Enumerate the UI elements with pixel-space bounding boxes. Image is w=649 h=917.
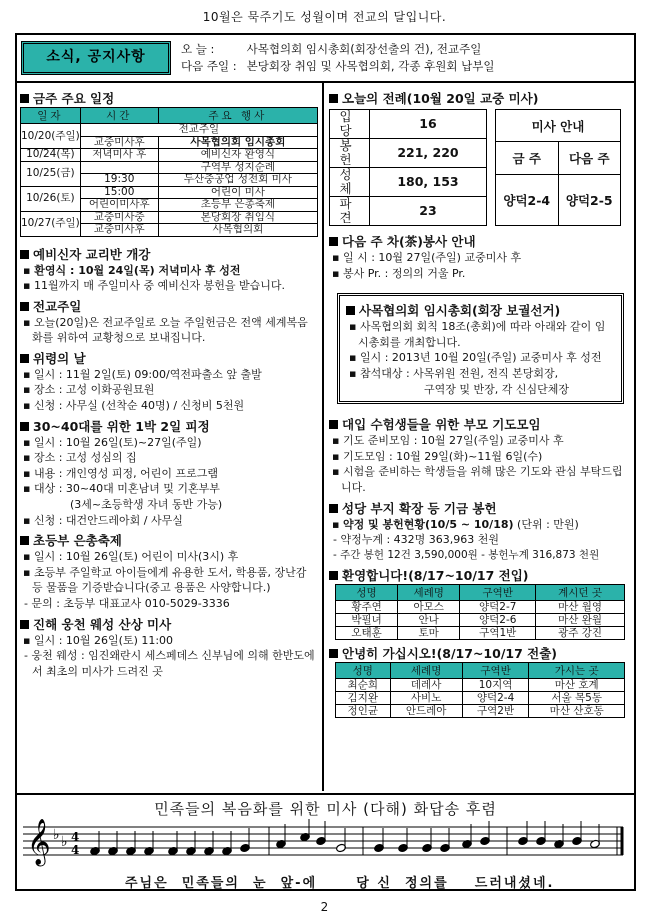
retreat-line-4b: (3세~초등학생 자녀 동반 가능) <box>70 498 223 512</box>
cell: 토마 <box>398 627 460 640</box>
column-divider <box>322 83 324 791</box>
schedule-header-row <box>21 108 318 124</box>
schedule-header-event: 주요 행사 <box>158 108 317 124</box>
table-row <box>336 679 625 692</box>
bulletin-frame <box>15 33 636 891</box>
meeting-line-1: ▪ 사목협의회 회칙 18조(총회)에 따라 아래와 같이 임시총회를 개최합니다. <box>349 320 606 349</box>
schedule-date: 10/24(목) <box>21 149 81 162</box>
table-row <box>496 174 621 225</box>
table-row <box>21 211 318 224</box>
square-bullet-icon <box>329 94 338 103</box>
music-staff-icon <box>23 819 628 871</box>
exam-heading: 대입 수험생들을 위한 부모 기도모임 <box>329 416 632 433</box>
notice-badge: 소식, 공지사항 <box>21 41 171 75</box>
liturgy-heading: 오늘의 전례(10월 20일 교중 미사) <box>329 90 632 107</box>
mass-guide-table <box>495 109 621 226</box>
table-row <box>336 601 625 614</box>
notice-today-label: 오 늘 : <box>181 42 215 56</box>
meeting-line-3b: 구역장 및 반장, 각 신심단체장 <box>424 382 569 396</box>
table-row <box>336 614 625 627</box>
table-row <box>330 110 487 139</box>
svg-text:4: 4 <box>71 843 80 857</box>
cell: 양덕2-7 <box>460 601 536 614</box>
festival-line-1: ▪ 일시 : 10월 26일(토) 어린이 미사(3시) 후 <box>23 550 239 564</box>
catechumen-line-2: ▪ 11월까지 매 주일미사 중 예비신자 봉헌을 받습니다. <box>23 279 285 293</box>
square-bullet-icon <box>20 422 29 431</box>
table-row <box>496 110 621 142</box>
memorial-line-3: ▪ 신청 : 사무실 (선착순 40명) / 신청비 5천원 <box>23 399 245 413</box>
psalm-refrain-section <box>17 793 634 889</box>
cell: 데레사 <box>390 679 462 692</box>
schedule-time: 교중미사후 <box>80 224 158 237</box>
schedule-event: 사목협의회 임시총회 <box>158 136 317 149</box>
welcome-header: 구역반 <box>460 585 536 601</box>
retreat-line-1: ▪ 일시 : 10월 26일(토)~27일(주일) <box>23 435 202 449</box>
table-row <box>330 197 487 226</box>
memorial-heading: 위령의 날 <box>20 350 318 367</box>
schedule-event: 어린이 미사 <box>158 186 317 199</box>
schedule-header-time: 시간 <box>80 108 158 124</box>
psalm-refrain-title: 민족들의 복음화를 위한 미사 (다해) 화답송 후렴 <box>154 800 497 818</box>
schedule-header-date: 일자 <box>21 108 81 124</box>
schedule-time: 교중미사중 <box>80 211 158 224</box>
liturgy-value: 23 <box>370 197 487 226</box>
schedule-event: 사목협의회 <box>158 224 317 237</box>
meeting-heading: 사목협의회 임시총회(회장 보궐선거) <box>346 302 615 319</box>
schedule-event: 예비신자 환영식 <box>158 149 317 162</box>
schedule-heading: 금주 주요 일정 <box>20 90 318 107</box>
table-row <box>21 186 318 199</box>
mass-guide-title: 미사 안내 <box>496 110 621 142</box>
table-row <box>336 692 625 705</box>
cell: 김지완 <box>336 692 391 705</box>
square-bullet-icon <box>329 571 338 580</box>
fund-line-2: - 약정누계 : 432명 363,963 천원 <box>333 533 500 547</box>
mass-header-this-week: 금 주 <box>496 142 559 174</box>
left-column <box>20 86 318 679</box>
welcome-header: 계시던 곳 <box>536 585 625 601</box>
schedule-time <box>80 161 158 174</box>
mass-header-next-week: 다음 주 <box>558 142 621 174</box>
right-column <box>329 86 632 718</box>
schedule-event: 본당회장 취임식 <box>158 211 317 224</box>
table-row <box>496 142 621 174</box>
welcome-header: 성명 <box>336 585 398 601</box>
mountain-line-2: - 웅천 웨성 : 임진왜란시 세스페데스 신부님에 의해 한반도에서 최초의 미사가 드려진 곳 <box>24 649 315 678</box>
cell: 정인균 <box>336 705 391 718</box>
square-bullet-icon <box>20 620 29 629</box>
schedule-time: 15:00 <box>80 186 158 199</box>
square-bullet-icon <box>329 504 338 513</box>
fund-line-3: - 주간 봉헌 12건 3,590,000원 - 봉헌누계 316,873 천원 <box>333 548 600 561</box>
square-bullet-icon <box>20 354 29 363</box>
meeting-line-2: ▪ 일시 : 2013년 10월 20일(주일) 교중미사 후 성전 <box>349 351 602 365</box>
schedule-time: 교중미사후 <box>80 136 158 149</box>
fund-line-1: ▪ 약정 및 봉헌현황(10/5 ~ 10/18) (단위 : 만원) <box>332 517 579 531</box>
square-bullet-icon <box>329 420 338 429</box>
psalm-refrain-lyrics: 주님은 민족들의 눈 앞-에 당 신 정의를 드러내셨네. <box>125 876 555 891</box>
page-top-banner: 10월은 묵주기도 성월이며 전교의 달입니다. <box>202 10 447 24</box>
retreat-line-4: ▪ 대상 : 30~40대 미혼남녀 및 기혼부부 <box>23 482 220 496</box>
table-row <box>21 149 318 162</box>
notice-today-text: 사목협의회 임시총회(회장선출의 건), 전교주일 <box>246 42 482 56</box>
cell: 안나 <box>398 614 460 627</box>
table-row <box>336 705 625 718</box>
schedule-table <box>20 107 318 237</box>
festival-line-2: ▪ 초등부 주일학교 아이들에게 유용한 도서, 학용품, 장난감 등 물품을 기증받습니다(중고 용품은 사양합니다.) <box>23 565 307 595</box>
cell: 아모스 <box>398 601 460 614</box>
table-row <box>330 168 487 197</box>
liturgy-table <box>329 109 487 226</box>
liturgy-key: 봉헌 <box>330 139 370 168</box>
festival-line-3: - 문의 : 초등부 대표교사 010-5029-3336 <box>24 597 230 610</box>
mission-heading: 전교주일 <box>20 298 318 315</box>
notice-next-text: 본당회장 취임 및 사목협의회, 각종 후원회 납부일 <box>246 59 495 73</box>
liturgy-value: 180, 153 <box>370 168 487 197</box>
cell: 양덕2-4 <box>462 692 529 705</box>
liturgy-key: 입당 <box>330 110 370 139</box>
meeting-line-3: ▪ 참석대상 : 사목위원 전원, 전직 본당회장, <box>349 366 559 380</box>
cell: 마산 산호동 <box>529 705 625 718</box>
notice-next-label: 다음 주일 : <box>181 59 237 73</box>
mission-line-1: ▪ 오늘(20일)은 전교주일로 오늘 주일헌금은 전액 세계복음화를 위하여 교황청으로 보내집니다. <box>23 315 308 345</box>
welcome-header-row <box>336 585 625 601</box>
table-row <box>336 627 625 640</box>
cell: 구역2반 <box>462 705 529 718</box>
catechumen-heading: 예비신자 교리반 개강 <box>20 246 318 263</box>
exam-line-1: ▪ 기도 준비모임 : 10월 27일(주일) 교중미사 후 <box>332 434 564 448</box>
mountain-line-1: ▪ 일시 : 10월 26일(토) 11:00 <box>23 633 174 647</box>
tea-heading: 다음 주 차(茶)봉사 안내 <box>329 233 632 250</box>
schedule-time: 19:30 <box>80 174 158 187</box>
farewell-heading: 안녕히 가십시오!(8/17~10/17 전출) <box>329 645 632 662</box>
festival-heading: 초등부 은총축제 <box>20 532 318 549</box>
memorial-line-2: ▪ 장소 : 고성 이화공원묘원 <box>23 383 155 397</box>
cell: 양덕2-6 <box>460 614 536 627</box>
schedule-date: 10/26(토) <box>21 186 81 211</box>
farewell-header: 성명 <box>336 663 391 679</box>
table-row <box>330 139 487 168</box>
cell: 마산 완월 <box>536 614 625 627</box>
cell: 광주 강진 <box>536 627 625 640</box>
mass-this-week-value: 양덕2-4 <box>496 174 559 225</box>
welcome-header: 세례명 <box>398 585 460 601</box>
farewell-header: 구역반 <box>462 663 529 679</box>
farewell-header: 세례명 <box>390 663 462 679</box>
mass-next-week-value: 양덕2-5 <box>558 174 621 225</box>
svg-text:𝄞: 𝄞 <box>27 819 51 865</box>
schedule-event: 구역부 성지순례 <box>158 161 317 174</box>
table-row <box>21 124 318 137</box>
liturgy-value: 221, 220 <box>370 139 487 168</box>
square-bullet-icon <box>20 302 29 311</box>
tea-line-2: ▪ 봉사 Pr. : 정의의 거울 Pr. <box>332 266 466 280</box>
cell: 구역1반 <box>460 627 536 640</box>
cell: 사비노 <box>390 692 462 705</box>
square-bullet-icon <box>20 536 29 545</box>
catechumen-line-1: ▪ 환영식 : 10월 24일(목) 저녁미사 후 성전 <box>23 263 241 277</box>
schedule-event: 전교주일 <box>80 124 317 137</box>
schedule-date: 10/20(주일) <box>21 124 81 149</box>
retreat-line-3: ▪ 내용 : 개인영성 피정, 어린이 프로그램 <box>23 466 219 480</box>
welcome-table <box>335 584 625 640</box>
farewell-header-row <box>336 663 625 679</box>
schedule-date: 10/25(금) <box>21 161 81 186</box>
cell: 오태훈 <box>336 627 398 640</box>
square-bullet-icon <box>20 250 29 259</box>
retreat-line-5: ▪ 신청 : 대건안드레아회 / 사무실 <box>23 513 183 527</box>
schedule-time: 저녁미사 후 <box>80 149 158 162</box>
square-bullet-icon <box>20 94 29 103</box>
memorial-line-1: ▪ 일시 : 11월 2일(토) 09:00/역전파출소 앞 출발 <box>23 367 262 381</box>
cell: 안드레아 <box>390 705 462 718</box>
schedule-event: 초등부 은총축제 <box>158 199 317 212</box>
liturgy-key: 파견 <box>330 197 370 226</box>
svg-text:♭: ♭ <box>53 827 60 843</box>
farewell-table <box>335 662 625 718</box>
meeting-box <box>337 293 624 404</box>
liturgy-value: 16 <box>370 110 487 139</box>
mountain-mass-heading: 진해 웅천 웨성 산상 미사 <box>20 616 318 633</box>
table-row <box>21 161 318 174</box>
cell: 10지역 <box>462 679 529 692</box>
tea-line-1: ▪ 일 시 : 10월 27일(주일) 교중미사 후 <box>332 251 522 264</box>
square-bullet-icon <box>329 649 338 658</box>
cell: 마산 월영 <box>536 601 625 614</box>
farewell-header: 가시는 곳 <box>529 663 625 679</box>
notice-lines <box>181 41 494 75</box>
square-bullet-icon <box>346 306 355 315</box>
svg-text:♭: ♭ <box>61 834 68 850</box>
welcome-heading: 환영합니다!(8/17~10/17 전입) <box>329 567 632 584</box>
schedule-date: 10/27(주일) <box>21 211 81 236</box>
square-bullet-icon <box>329 237 338 246</box>
cell: 마산 호계 <box>529 679 625 692</box>
exam-line-3: ▪ 시험을 준비하는 학생들을 위해 많은 기도와 관심 부탁드립니다. <box>332 465 623 494</box>
cell: 황주연 <box>336 601 398 614</box>
cell: 최순희 <box>336 679 391 692</box>
liturgy-block <box>329 109 632 226</box>
retreat-heading: 30~40대를 위한 1박 2일 피정 <box>20 418 318 435</box>
liturgy-key: 성체 <box>330 168 370 197</box>
cell: 박필녀 <box>336 614 398 627</box>
fund-heading: 성당 부지 확장 등 기금 봉헌 <box>329 500 632 517</box>
schedule-event: 두산중공업 성전회 미사 <box>158 174 317 187</box>
schedule-time: 어린이미사후 <box>80 199 158 212</box>
exam-line-2: ▪ 기도모임 : 10월 29일(화)~11월 6일(수) <box>332 449 543 463</box>
page-number: 2 <box>320 900 329 914</box>
cell: 서울 목5동 <box>529 692 625 705</box>
svg-text:4: 4 <box>71 830 80 844</box>
notice-section <box>17 35 634 83</box>
retreat-line-2: ▪ 장소 : 고성 성심의 집 <box>23 451 137 465</box>
